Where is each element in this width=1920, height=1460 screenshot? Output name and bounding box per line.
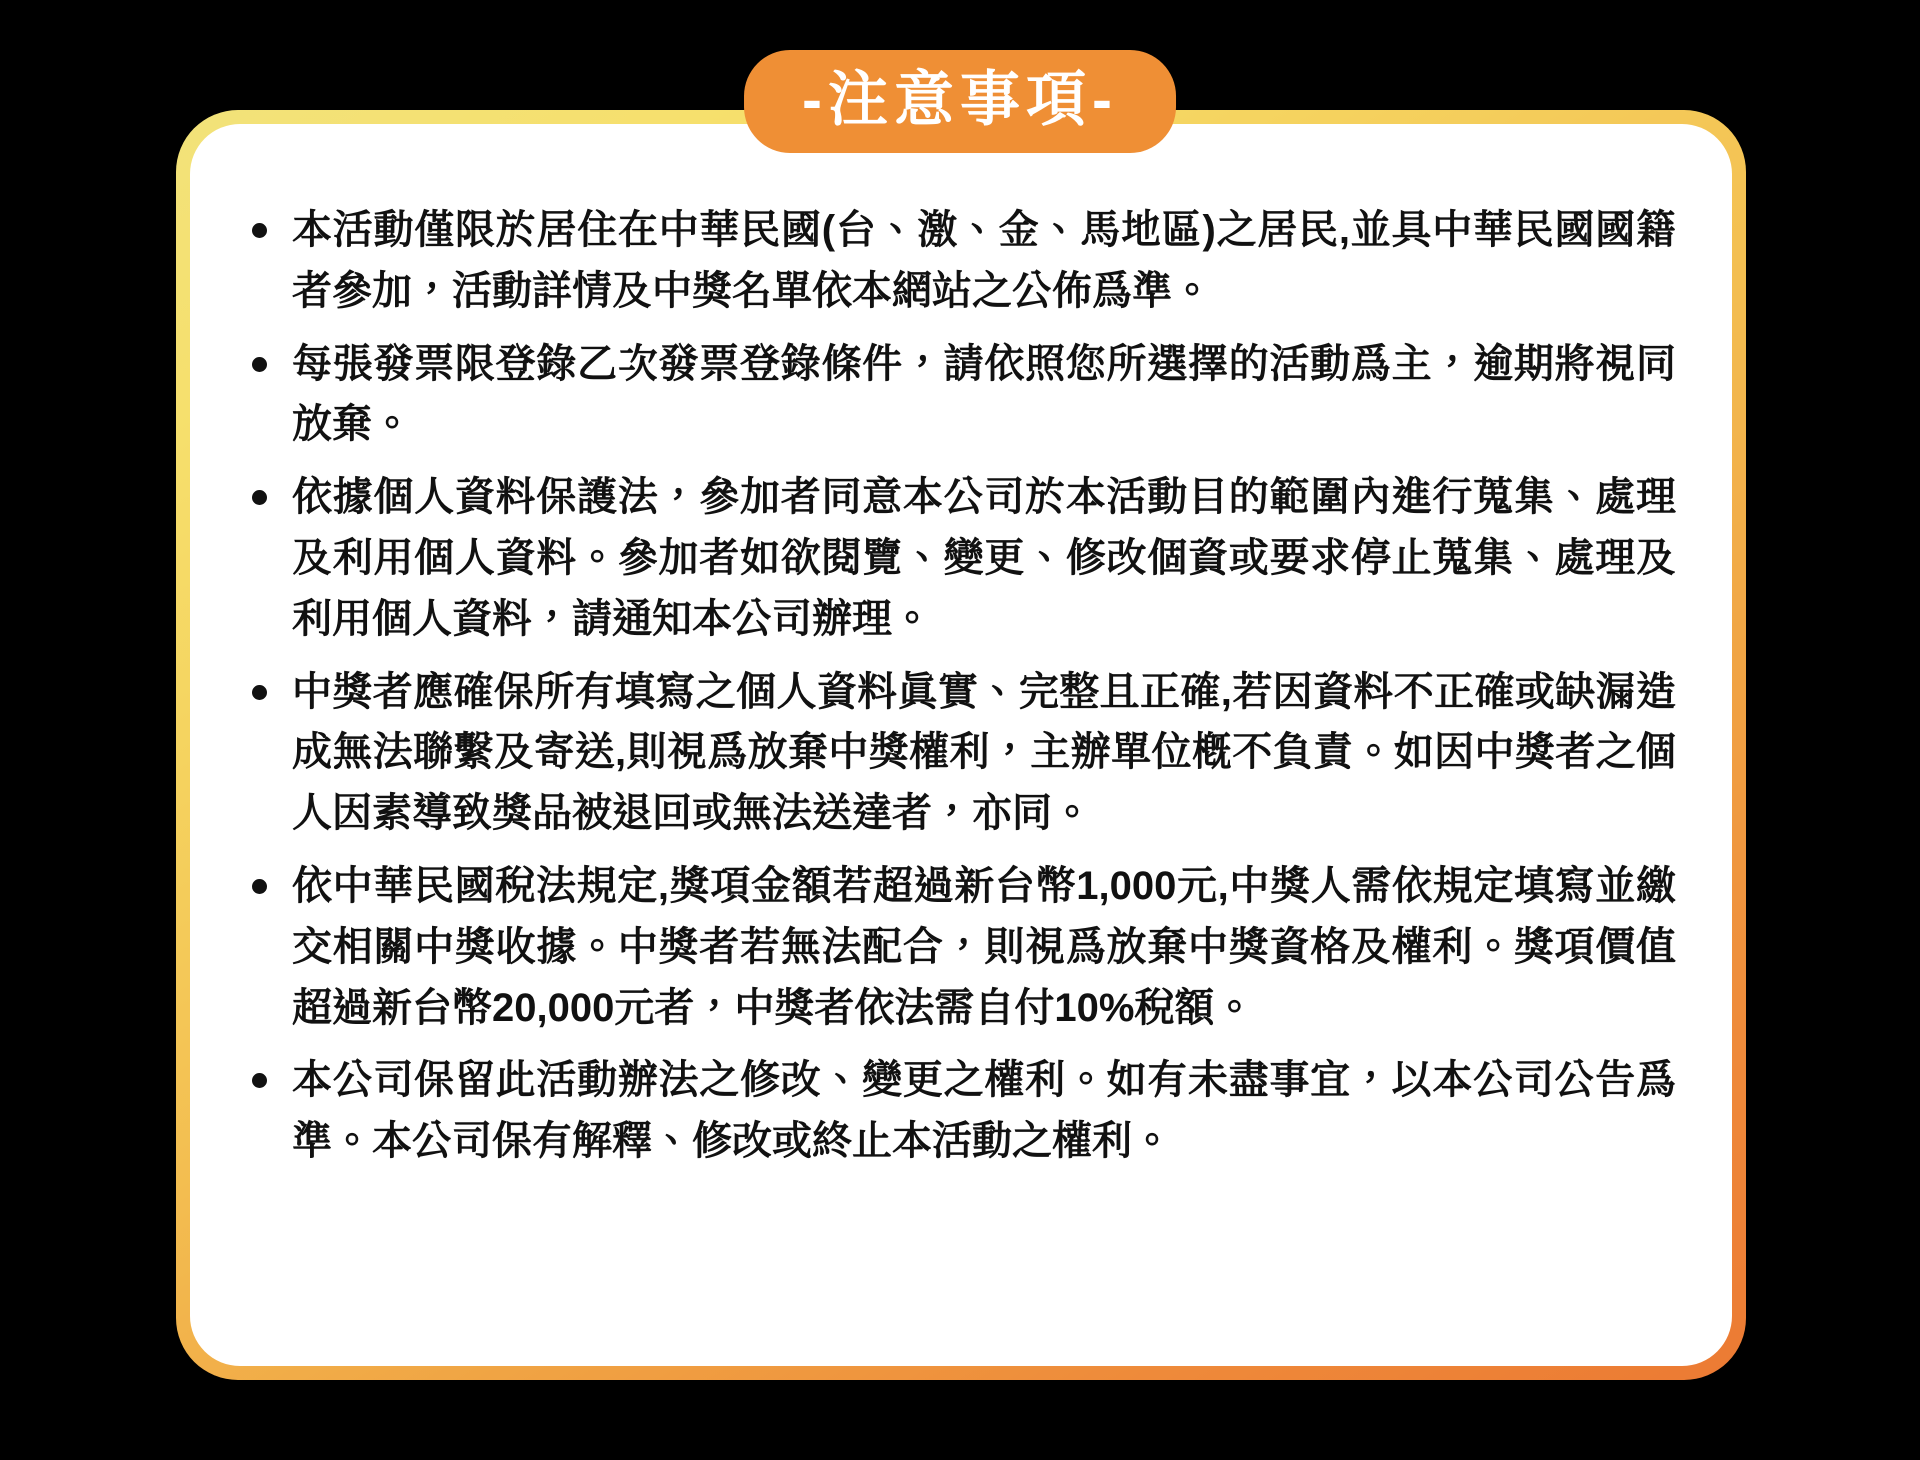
list-item: 依中華民國稅法規定,獎項金額若超過新台幣1,000元,中獎人需依規定填寫並繳交相關中獎收據。中獎者若無法配合，則視爲放棄中獎資格及權利。獎項價值超過新台幣20,000元者，中獎者依法需自付10%稅額。 xyxy=(246,856,1676,1038)
list-item: 中獎者應確保所有填寫之個人資料眞實、完整且正確,若因資料不正確或缺漏造成無法聯繫及寄送,則視爲放棄中獎權利，主辦單位槪不負責。如因中獎者之個人因素導致獎品被退回或無法送達者，亦同。 xyxy=(246,662,1676,844)
list-item: 本活動僅限於居住在中華民國(台、激、金、馬地區)之居民,並具中華民國國籍者參加，活動詳情及中獎名單依本網站之公佈爲準。 xyxy=(246,200,1676,322)
list-item: 依據個人資料保護法，參加者同意本公司於本活動目的範圍內進行蒐集、處理及利用個人資料。參加者如欲閱覽、變更、修改個資或要求停止蒐集、處理及利用個人資料，請通知本公司辦理。 xyxy=(246,467,1676,649)
page-title: -注意事項- xyxy=(744,50,1176,153)
notice-list xyxy=(246,200,1676,1184)
list-item: 每張發票限登錄乙次發票登錄條件，請依照您所選擇的活動爲主，逾期將視同放棄。 xyxy=(246,334,1676,456)
list-item: 本公司保留此活動辦法之修改、變更之權利。如有未盡事宜，以本公司公告爲準。本公司保有解釋、修改或終止本活動之權利。 xyxy=(246,1050,1676,1172)
